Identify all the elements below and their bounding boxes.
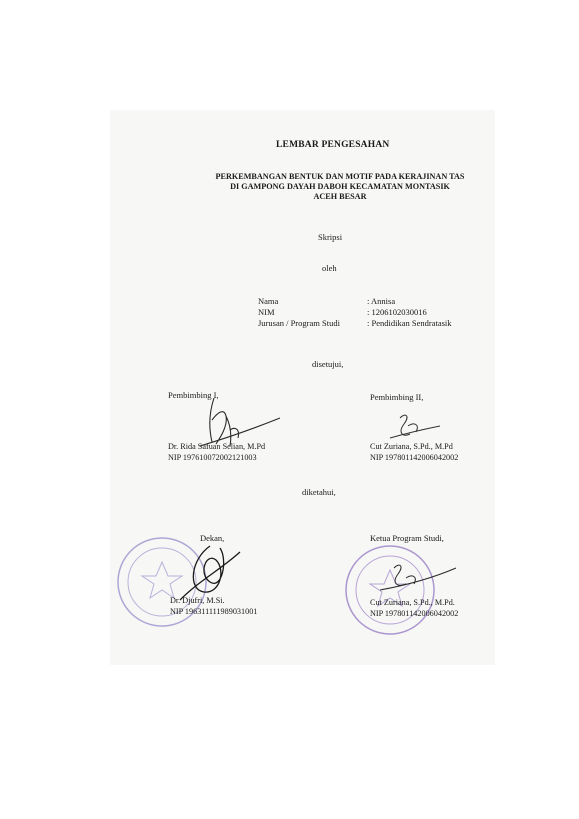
acknowledged-label: diketahui,	[302, 487, 336, 497]
advisor1-name: Dr. Rida Safuan Selian, M.Pd	[168, 442, 266, 451]
advisor2-role: Pembimbing II,	[370, 392, 424, 402]
head-signature-icon	[372, 560, 462, 600]
head-role: Ketua Program Studi,	[370, 533, 444, 543]
dean-nip: NIP 196311111989031001	[170, 607, 258, 616]
field-label-program: Jurusan / Program Studi	[258, 318, 340, 328]
dean-role: Dekan,	[200, 533, 225, 543]
advisor1-nip: NIP 197610072002121003	[168, 453, 257, 462]
thesis-title-line-1: PERKEMBANGAN BENTUK DAN MOTIF PADA KERAJINAN TAS	[215, 172, 465, 181]
document-type: Skripsi	[318, 232, 343, 242]
field-label-name: Nama	[258, 296, 279, 306]
advisor2-nip: NIP 197801142006042002	[370, 453, 459, 462]
field-value-program: : Pendidikan Sendratasik	[367, 318, 452, 328]
field-value-name: : Annisa	[367, 296, 396, 306]
field-label-nim: NIM	[258, 307, 275, 317]
approved-label: disetujui,	[312, 359, 344, 369]
thesis-title-line-2: DI GAMPONG DAYAH DABOH KECAMATAN MONTASIK	[230, 182, 450, 191]
thesis-title-line-3: ACEH BESAR	[313, 192, 367, 201]
head-name: Cut Zuriana, S.Pd., M.Pd.	[370, 598, 455, 607]
head-nip: NIP 197801142006042002	[370, 609, 459, 618]
by-label: oleh	[322, 263, 337, 273]
advisor2-name: Cut Zuriana, S.Pd., M.Pd	[370, 442, 453, 451]
dean-name: Dr. Djufri, M.Si.	[170, 596, 225, 605]
field-value-nim: : 1206102030016	[367, 307, 427, 317]
advisor1-role: Pembimbing I,	[168, 390, 219, 400]
document-title: LEMBAR PENGESAHAN	[276, 140, 390, 150]
